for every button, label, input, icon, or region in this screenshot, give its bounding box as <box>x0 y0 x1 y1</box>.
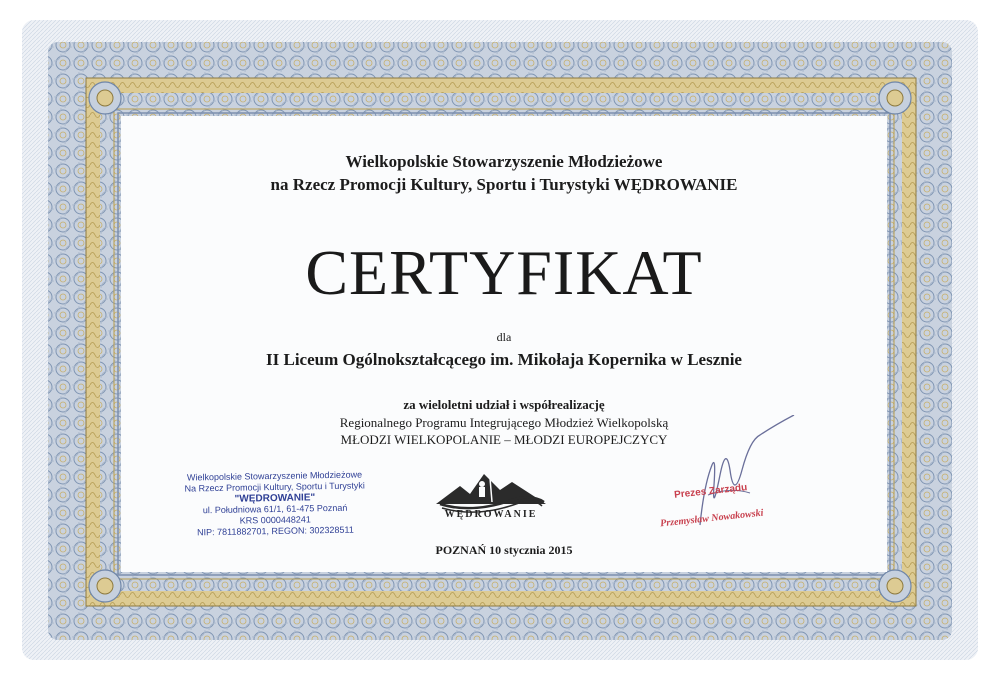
organization-name-line1: Wielkopolskie Stowarzyszenie Młodzieżowe <box>345 152 663 171</box>
award-reason: za wieloletni udział i współrealizację <box>403 397 605 412</box>
signer-name-stamp: Przemysław Nowakowski <box>659 507 764 530</box>
organization-name-line2: na Rzecz Promocji Kultury, Sportu i Turystyki WĘDROWANIE <box>270 175 738 194</box>
logo-wordmark: WĘDROWANIE <box>444 509 538 520</box>
stamp-line: NIP: 7811882701, REGON: 302328511 <box>197 524 354 538</box>
president-title-stamp: Prezes Zarządu <box>673 482 748 501</box>
stamp-line: Na Rzecz Promocji Kultury, Sportu i Turystyki <box>184 480 365 494</box>
stamp-line: "WĘDROWANIE" <box>234 492 316 505</box>
organization-stamp <box>169 469 380 539</box>
certificate-title: CERTYFIKAT <box>305 237 703 308</box>
program-motto: MŁODZI WIELKOPOLANIE – MŁODZI EUROPEJCZYCY <box>340 432 668 447</box>
stamp-line: ul. Południowa 61/1, 61-475 Poznań <box>202 502 348 516</box>
program-name: Regionalnego Programu Integrującego Młodzież Wielkopolską <box>339 415 669 430</box>
recipient-name: II Liceum Ogólnokształcącego im. Mikołaja Kopernika w Lesznie <box>266 350 742 369</box>
for-label: dla <box>496 330 512 344</box>
stamp-line: KRS 0000448241 <box>239 514 311 526</box>
place-and-date: POZNAŃ 10 stycznia 2015 <box>435 543 573 557</box>
stamp-line: Wielkopolskie Stowarzyszenie Młodzieżowe <box>186 469 363 483</box>
